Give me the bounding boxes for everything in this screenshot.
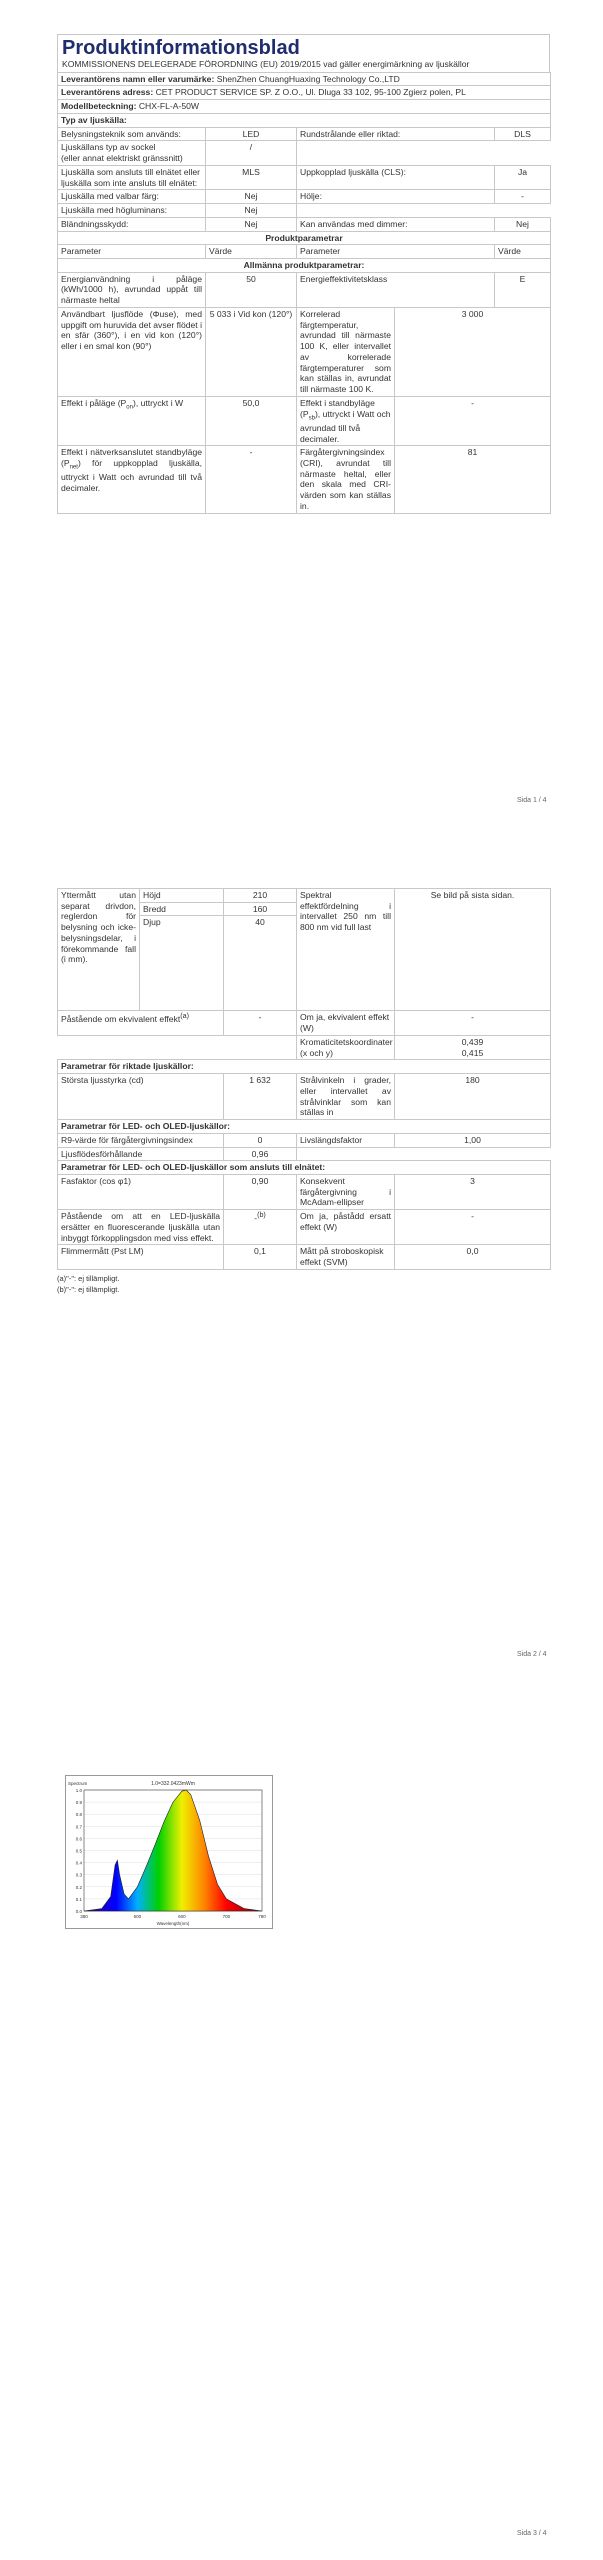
empty-cell bbox=[297, 141, 551, 165]
cell-value: Nej bbox=[206, 217, 297, 231]
address-row: Leverantörens adress: CET PRODUCT SERVICE SP. Z O.O., Ul. Dluga 33 102, 95-100 Zgierz polen, PL bbox=[58, 86, 551, 100]
y-tick-label: 0.7 bbox=[75, 1824, 82, 1830]
spectrum-chart bbox=[65, 1775, 273, 1929]
cell-value: 180 bbox=[395, 1074, 551, 1120]
cell-value: E bbox=[495, 272, 551, 307]
cell-label: Uppkopplad ljuskälla (CLS): bbox=[297, 165, 495, 189]
y-axis-label: Spectrum bbox=[68, 1781, 88, 1786]
cell-value: 0,96 bbox=[224, 1147, 297, 1161]
cell-value: LED bbox=[206, 127, 297, 141]
page-1 bbox=[57, 34, 550, 514]
info-table-page-1 bbox=[57, 72, 551, 514]
info-table-page-2 bbox=[57, 888, 551, 1270]
regulation-text: KOMMISSIONENS DELEGERADE FÖRORDNING (EU) 2019/2015 vad gäller energimärkning av ljuskällor bbox=[62, 59, 470, 69]
cell-label bbox=[58, 446, 206, 513]
cell-label: Ljuskälla som ansluts till elnätet eller ljuskälla som inte ansluts till elnätet: bbox=[58, 165, 206, 189]
cell-value: - bbox=[206, 446, 297, 513]
cell-value: DLS bbox=[495, 127, 551, 141]
depth-value: 40 bbox=[224, 916, 297, 1011]
empty-cell bbox=[297, 1147, 551, 1161]
cell-label: Spektral effektfördelning i intervallet 250 nm till 800 nm vid full last bbox=[297, 889, 395, 1011]
y-tick-label: 0.8 bbox=[75, 1812, 82, 1818]
cell-value: 81 bbox=[395, 446, 551, 513]
y-tick-label: 1.0 bbox=[75, 1788, 82, 1793]
cell-value: 3 bbox=[395, 1175, 551, 1210]
page-number-2: Sida 2 / 4 bbox=[517, 1651, 547, 1658]
cell-label: Livslängdsfaktor bbox=[297, 1133, 395, 1147]
model-row: Modellbeteckning: CHX-FL-A-50W bbox=[58, 100, 551, 114]
cell-label: Korrelerad färgtemperatur, avrundad till närmaste 100 K, eller intervallet av korrelerade färgtemperaturer som kan ställas in, avrundat till närmaste 100 K. bbox=[297, 307, 395, 396]
label-part: ), uttryckt i W bbox=[132, 397, 184, 408]
cell-label: Om ja, ekvivalent effekt (W) bbox=[297, 1011, 395, 1035]
cell-label: Energianvändning i påläge (kWh/1000 h), avrundad uppåt till närmaste heltal bbox=[58, 272, 206, 307]
cell-label: Rundstrålande eller riktad: bbox=[297, 127, 495, 141]
cell-label: Ljusflödesförhållande bbox=[58, 1147, 224, 1161]
cell-label bbox=[58, 1011, 224, 1035]
params-header: Produktparametrar bbox=[58, 231, 551, 245]
header-box bbox=[57, 34, 550, 72]
cell-value: 50 bbox=[206, 272, 297, 307]
footnote-b: (b)"-": ej tillämpligt. bbox=[57, 1285, 120, 1295]
cell-label: Ljuskälla med högluminans: bbox=[58, 204, 206, 218]
cell-label: Fasfaktor (cos φ1) bbox=[58, 1175, 224, 1210]
x-tick-label: 380 bbox=[80, 1914, 88, 1919]
cell-label bbox=[58, 141, 206, 165]
equivalent-label: Påstående om ekvivalent effekt bbox=[61, 1014, 181, 1025]
cell-label: Ljuskälla med valbar färg: bbox=[58, 190, 206, 204]
cell-label: Färgåtergivningsindex (CRI), avrundat till närmaste heltal, eller den skala med CRI-värden som kan ställas in. bbox=[297, 446, 395, 513]
cell-label: Användbart ljusflöde (Φuse), med uppgift om huruvida det avser flödet i en sfär (360°), i en vid kon (120°) eller i en smal kon (90°) bbox=[58, 307, 206, 396]
y-tick-label: 0.9 bbox=[75, 1800, 82, 1806]
cell-value: Nej bbox=[206, 190, 297, 204]
label-subscript: net bbox=[69, 464, 78, 471]
cell-label: Påstående om att en LED-ljuskälla ersätter en fluorescerande ljuskälla utan inbyggt förkopplingsdon med viss effekt. bbox=[58, 1210, 224, 1245]
cell-label: Mått på stroboskopisk effekt (SVM) bbox=[297, 1245, 395, 1269]
footnotes bbox=[57, 1273, 550, 1296]
x-axis-label: Wavelength(nm) bbox=[156, 1921, 190, 1926]
cell-value: Ja bbox=[495, 165, 551, 189]
depth-label: Djup bbox=[140, 916, 224, 1011]
type-header: Typ av ljuskälla: bbox=[58, 113, 551, 127]
height-label: Höjd bbox=[140, 889, 224, 903]
directional-header: Parametrar för riktade ljuskällor: bbox=[58, 1060, 551, 1074]
supplier-row: Leverantörens namn eller varumärke: ShenZhen ChuangHuaxing Technology Co.,LTD bbox=[58, 72, 551, 86]
value-text: - bbox=[254, 1213, 258, 1224]
footnote-mark: (b) bbox=[257, 1211, 266, 1220]
column-header: Parameter bbox=[297, 245, 495, 259]
cell-value: - bbox=[395, 1011, 551, 1035]
cell-label: Kan användas med dimmer: bbox=[297, 217, 495, 231]
footnote-mark: (a) bbox=[180, 1012, 190, 1021]
cell-label: Strålvinkeln i grader, eller intervallet av strålvinklar som kan ställas in bbox=[297, 1074, 395, 1120]
y-tick-label: 0.5 bbox=[75, 1848, 82, 1854]
cell-value: MLS bbox=[206, 165, 297, 189]
page-number-1: Sida 1 / 4 bbox=[517, 797, 547, 804]
height-value: 210 bbox=[224, 889, 297, 903]
page-2 bbox=[57, 888, 550, 1295]
general-header: Allmänna produktparametrar: bbox=[58, 259, 551, 273]
label-part: Effekt i standbyläge (P bbox=[300, 397, 375, 419]
cell-value: Se bild på sista sidan. bbox=[395, 889, 551, 1011]
cell-value: - bbox=[495, 190, 551, 204]
cell-label: Flimmermått (Pst LM) bbox=[58, 1245, 224, 1269]
cell-label bbox=[58, 396, 206, 445]
cell-value: 0,1 bbox=[224, 1245, 297, 1269]
cell-value: 0,0 bbox=[395, 1245, 551, 1269]
page-title: Produktinformationsblad bbox=[62, 37, 300, 59]
cell-label: Största ljusstyrka (cd) bbox=[58, 1074, 224, 1120]
width-label: Bredd bbox=[140, 902, 224, 916]
cell-label: Kromaticitetskoordinater (x och y) bbox=[297, 1035, 395, 1059]
cell-value: Nej bbox=[495, 217, 551, 231]
width-value: 160 bbox=[224, 902, 297, 916]
column-header: Värde bbox=[206, 245, 297, 259]
label-part: Effekt i nätverksanslutet standbyläge (P bbox=[61, 447, 202, 468]
x-tick-label: 500 bbox=[133, 1914, 142, 1919]
cell-label: Bländningsskydd: bbox=[58, 217, 206, 231]
led-header: Parametrar för LED- och OLED-ljuskällor: bbox=[58, 1120, 551, 1134]
cell-label: Konsekvent färgåtergivning i McAdam-ellipser bbox=[297, 1175, 395, 1210]
chroma-x: 0,439 bbox=[461, 1036, 484, 1047]
cell-value: - bbox=[395, 396, 551, 445]
cell-value: 1,00 bbox=[395, 1133, 551, 1147]
label-subscript: on bbox=[126, 404, 133, 411]
cell-label: R9-värde för färgåtergivningsindex bbox=[58, 1133, 224, 1147]
label-subscript: sb bbox=[308, 415, 315, 422]
cell-value bbox=[224, 1210, 297, 1245]
cell-label: Belysningsteknik som används: bbox=[58, 127, 206, 141]
cell-value: - bbox=[395, 1210, 551, 1245]
y-tick-label: 0.3 bbox=[75, 1872, 82, 1878]
label-part: Effekt i påläge (P bbox=[61, 397, 127, 408]
column-header: Parameter bbox=[58, 245, 206, 259]
cell-value: 0 bbox=[224, 1133, 297, 1147]
page-number-3: Sida 3 / 4 bbox=[517, 2530, 547, 2537]
y-tick-label: 0.0 bbox=[75, 1909, 82, 1914]
y-tick-label: 0.1 bbox=[75, 1896, 82, 1902]
label-part: ), uttryckt i Watt och avrundad till två decimaler. bbox=[300, 408, 391, 444]
cell-label: Om ja, påstådd ersatt effekt (W) bbox=[297, 1210, 395, 1245]
y-tick-label: 0.4 bbox=[75, 1860, 82, 1866]
cell-value bbox=[395, 1035, 551, 1059]
dimensions-label: Yttermått utan separat drivdon, reglerdon för belysning och icke-belysningsdelar, i förekommande fall (i mm). bbox=[58, 889, 140, 1011]
y-tick-label: 0.2 bbox=[75, 1884, 82, 1890]
chroma-y: 0,415 bbox=[461, 1047, 484, 1058]
x-tick-label: 700 bbox=[222, 1914, 231, 1919]
socket-label-note: (eller annat elektriskt gränssnitt) bbox=[61, 153, 183, 164]
cell-value: / bbox=[206, 141, 297, 165]
cell-value: Nej bbox=[206, 204, 297, 218]
x-tick-label: 600 bbox=[178, 1914, 186, 1919]
cell-value: 5 033 i Vid kon (120°) bbox=[206, 307, 297, 396]
y-tick-label: 0.6 bbox=[75, 1836, 82, 1842]
cell-label: Hölje: bbox=[297, 190, 495, 204]
cell-value: 3 000 bbox=[395, 307, 551, 396]
column-header: Värde bbox=[495, 245, 551, 259]
cell-value: 1 632 bbox=[224, 1074, 297, 1120]
label-part: ) för uppkopplad ljuskälla, uttryckt i Watt och avrundad till två decimaler. bbox=[61, 457, 202, 493]
empty-cell bbox=[58, 1035, 297, 1059]
socket-label: Ljuskällans typ av sockel bbox=[61, 142, 156, 153]
empty-cell bbox=[297, 204, 551, 218]
mains-header: Parametrar för LED- och OLED-ljuskällor som ansluts till elnätet: bbox=[58, 1161, 551, 1175]
cell-label bbox=[297, 396, 395, 445]
x-tick-label: 780 bbox=[258, 1914, 266, 1919]
spectrum-svg bbox=[66, 1776, 272, 1928]
cell-value: 0,90 bbox=[224, 1175, 297, 1210]
chart-header: 1.0=332.0423mWm bbox=[151, 1781, 195, 1787]
footnote-a: (a)"-": ej tillämpligt. bbox=[57, 1273, 120, 1283]
cell-value: - bbox=[224, 1011, 297, 1035]
cell-label: Energieffektivitetsklass bbox=[297, 272, 495, 307]
cell-value: 50,0 bbox=[206, 396, 297, 445]
